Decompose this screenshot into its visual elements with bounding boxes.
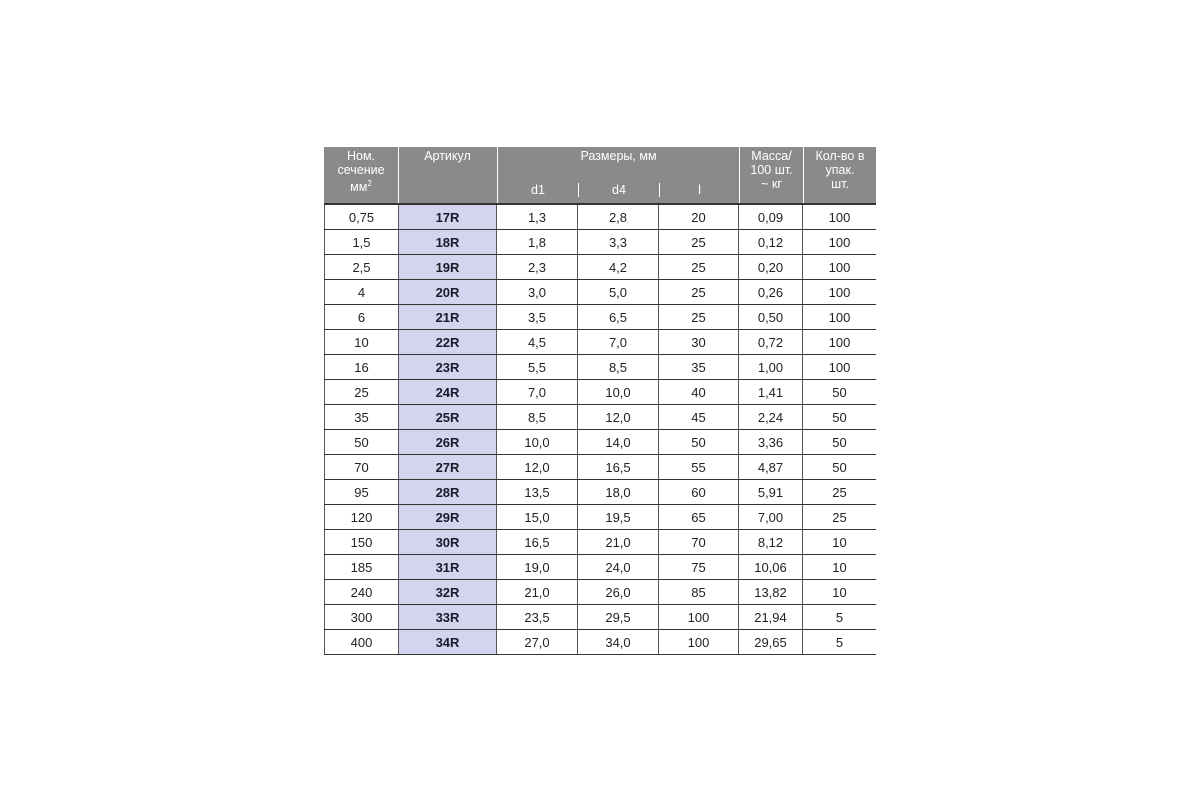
header-quantity-line2: упак. (825, 163, 855, 177)
cell-art: 31R (399, 555, 497, 579)
cell-qty: 50 (832, 434, 847, 450)
cell-mass: 7,00 (739, 505, 803, 529)
cell-l: 60 (659, 480, 739, 504)
table-row (324, 630, 876, 655)
table-row (324, 480, 876, 505)
cell-mass: 5,91 (739, 480, 803, 504)
cell-art: 19R (399, 255, 497, 279)
cell-nom: 10 (324, 330, 399, 354)
cell-art: 17R (399, 205, 497, 229)
header-nominal-unit: мм (350, 180, 368, 195)
cell-art: 32R (399, 580, 497, 604)
cell-d4: 19,5 (578, 505, 659, 529)
cell-art: 28R (399, 480, 497, 504)
cell-nom: 1,5 (324, 230, 399, 254)
table-body (324, 205, 876, 655)
cell-d4: 14,0 (578, 430, 659, 454)
cell-mass: 8,12 (739, 530, 803, 554)
cell-mass: 1,41 (739, 380, 803, 404)
cell-mass: 0,26 (739, 280, 803, 304)
cell-nom: 25 (324, 380, 399, 404)
cell-art: 23R (399, 355, 497, 379)
cell-d4: 29,5 (578, 605, 659, 629)
cell-qty: 10 (832, 534, 847, 550)
cell-d1: 21,0 (497, 580, 578, 604)
cell-l: 30 (659, 330, 739, 354)
cell-qty: 50 (832, 409, 847, 425)
cell-nom: 300 (324, 605, 399, 629)
cell-l: 25 (659, 280, 739, 304)
table-row (324, 255, 876, 280)
cell-l: 20 (659, 205, 739, 229)
cell-d1: 3,5 (497, 305, 578, 329)
cell-d1: 1,3 (497, 205, 578, 229)
cell-d4: 6,5 (578, 305, 659, 329)
cell-d4: 21,0 (578, 530, 659, 554)
cell-nom: 16 (324, 355, 399, 379)
cell-mass: 10,06 (739, 555, 803, 579)
cell-l: 85 (659, 580, 739, 604)
cell-nom: 6 (324, 305, 399, 329)
cell-art: 22R (399, 330, 497, 354)
cell-mass: 2,24 (739, 405, 803, 429)
cell-d4: 24,0 (578, 555, 659, 579)
header-mass-line3: ~ кг (761, 177, 782, 191)
cell-l: 40 (659, 380, 739, 404)
cell-d4: 12,0 (578, 405, 659, 429)
cell-qty: 100 (828, 234, 851, 250)
cell-mass: 29,65 (739, 630, 803, 654)
cell-mass: 13,82 (739, 580, 803, 604)
cell-art: 25R (399, 405, 497, 429)
cell-qty: 100 (828, 334, 851, 350)
cell-d4: 7,0 (578, 330, 659, 354)
cell-d1: 23,5 (497, 605, 578, 629)
cell-l: 100 (659, 605, 739, 629)
cell-d4: 34,0 (578, 630, 659, 654)
header-l: l (698, 183, 701, 197)
cell-d4: 26,0 (578, 580, 659, 604)
cell-art: 27R (399, 455, 497, 479)
cell-mass: 4,87 (739, 455, 803, 479)
cell-d4: 8,5 (578, 355, 659, 379)
cell-l: 45 (659, 405, 739, 429)
header-nominal-line3 (324, 177, 398, 194)
header-nominal-line2: сечение (337, 163, 385, 177)
cell-d1: 5,5 (497, 355, 578, 379)
cell-qty: 5 (835, 609, 844, 625)
cell-l: 25 (659, 305, 739, 329)
cell-nom: 95 (324, 480, 399, 504)
cell-art: 21R (399, 305, 497, 329)
cell-mass: 21,94 (739, 605, 803, 629)
cell-qty: 100 (828, 359, 851, 375)
cell-l: 55 (659, 455, 739, 479)
cell-art: 33R (399, 605, 497, 629)
table-row (324, 505, 876, 530)
cell-mass: 0,12 (739, 230, 803, 254)
cell-l: 65 (659, 505, 739, 529)
cell-d4: 16,5 (578, 455, 659, 479)
cell-art: 29R (399, 505, 497, 529)
header-mass-line2: 100 шт. (750, 163, 793, 177)
table-row (324, 405, 876, 430)
cell-d4: 5,0 (578, 280, 659, 304)
header-article: Артикул (424, 149, 471, 163)
table-row (324, 555, 876, 580)
table-row (324, 605, 876, 630)
table-row (324, 305, 876, 330)
header-quantity-line3: шт. (831, 177, 849, 191)
cell-d1: 16,5 (497, 530, 578, 554)
cell-l: 50 (659, 430, 739, 454)
cell-art: 18R (399, 230, 497, 254)
cell-l: 75 (659, 555, 739, 579)
table-header (324, 147, 876, 203)
header-mass-line1: Масса/ (751, 149, 792, 163)
cell-mass: 0,50 (739, 305, 803, 329)
cell-mass: 1,00 (739, 355, 803, 379)
cell-d4: 4,2 (578, 255, 659, 279)
cell-qty: 100 (828, 309, 851, 325)
cell-nom: 35 (324, 405, 399, 429)
cell-d1: 13,5 (497, 480, 578, 504)
cell-art: 24R (399, 380, 497, 404)
cell-art: 30R (399, 530, 497, 554)
cell-qty: 50 (832, 459, 847, 475)
cell-l: 70 (659, 530, 739, 554)
cell-nom: 50 (324, 430, 399, 454)
table-row (324, 530, 876, 555)
cell-l: 100 (659, 630, 739, 654)
cell-l: 25 (659, 255, 739, 279)
cell-nom: 240 (324, 580, 399, 604)
cell-mass: 0,09 (739, 205, 803, 229)
cell-d4: 18,0 (578, 480, 659, 504)
cell-nom: 70 (324, 455, 399, 479)
table-row (324, 455, 876, 480)
table-row (324, 380, 876, 405)
cell-l: 25 (659, 230, 739, 254)
cell-d1: 8,5 (497, 405, 578, 429)
cell-d1: 10,0 (497, 430, 578, 454)
cell-d1: 27,0 (497, 630, 578, 654)
header-d4: d4 (612, 183, 626, 197)
cell-d1: 15,0 (497, 505, 578, 529)
header-dimensions: Размеры, мм (580, 149, 657, 163)
cell-qty: 100 (828, 284, 851, 300)
cell-d1: 4,5 (497, 330, 578, 354)
cell-d1: 3,0 (497, 280, 578, 304)
table-row (324, 280, 876, 305)
cell-qty: 100 (828, 209, 851, 225)
table-row (324, 330, 876, 355)
cell-d1: 2,3 (497, 255, 578, 279)
table-row (324, 580, 876, 605)
cell-nom: 4 (324, 280, 399, 304)
cell-nom: 150 (324, 530, 399, 554)
header-quantity-line1: Кол-во в (815, 149, 865, 163)
cell-art: 26R (399, 430, 497, 454)
cell-mass: 3,36 (739, 430, 803, 454)
cell-art: 34R (399, 630, 497, 654)
cell-d1: 12,0 (497, 455, 578, 479)
cell-nom: 2,5 (324, 255, 399, 279)
cell-qty: 50 (832, 384, 847, 400)
cell-l: 35 (659, 355, 739, 379)
cell-mass: 0,72 (739, 330, 803, 354)
cell-d1: 19,0 (497, 555, 578, 579)
header-mass (740, 149, 803, 191)
cell-qty: 25 (832, 509, 847, 525)
header-nominal-superscript: 2 (367, 179, 372, 188)
cell-mass: 0,20 (739, 255, 803, 279)
header-quantity (804, 149, 876, 191)
header-nominal-section (324, 149, 398, 194)
cell-d4: 10,0 (578, 380, 659, 404)
table-row (324, 355, 876, 380)
cell-qty: 10 (832, 584, 847, 600)
header-d1: d1 (531, 183, 545, 197)
product-table (324, 147, 876, 655)
cell-art: 20R (399, 280, 497, 304)
cell-nom: 400 (324, 630, 399, 654)
cell-qty: 100 (828, 259, 851, 275)
cell-qty: 25 (832, 484, 847, 500)
table-row (324, 430, 876, 455)
cell-d4: 2,8 (578, 205, 659, 229)
cell-nom: 185 (324, 555, 399, 579)
cell-qty: 5 (835, 634, 844, 650)
cell-d1: 1,8 (497, 230, 578, 254)
cell-d4: 3,3 (578, 230, 659, 254)
header-nominal-line1: Ном. (346, 149, 376, 163)
cell-nom: 0,75 (324, 205, 399, 229)
table-row (324, 205, 876, 230)
cell-d1: 7,0 (497, 380, 578, 404)
cell-qty: 10 (832, 559, 847, 575)
cell-nom: 120 (324, 505, 399, 529)
table-row (324, 230, 876, 255)
